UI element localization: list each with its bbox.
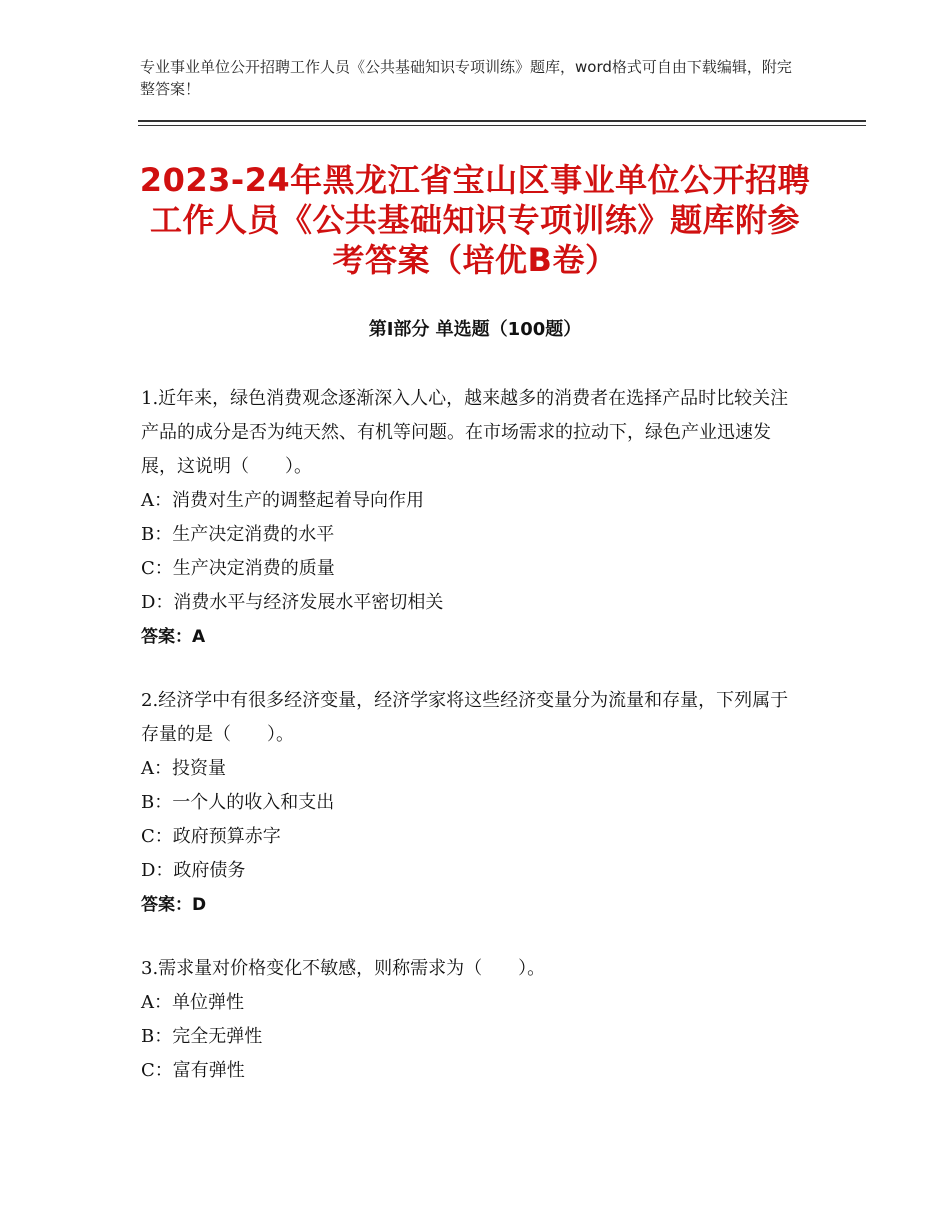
question-3 <box>141 952 801 1088</box>
question-1 <box>141 382 801 654</box>
option-b: B：生产决定消费的水平 <box>141 524 335 545</box>
option-d: D：消费水平与经济发展水平密切相关 <box>141 592 444 613</box>
answer-line: 答案：D <box>141 895 207 915</box>
option-b: B：一个人的收入和支出 <box>141 792 335 813</box>
question-stem: 3.需求量对价格变化不敏感，则称需求为（ ）。 <box>141 958 546 979</box>
question-2 <box>141 684 801 922</box>
header-note: 专业事业单位公开招聘工作人员《公共基础知识专项训练》题库，word格式可自由下载编辑，附完整答案！ <box>140 58 792 98</box>
option-c: C：生产决定消费的质量 <box>141 558 335 579</box>
option-a: A：单位弹性 <box>141 992 244 1013</box>
option-a: A：投资量 <box>141 758 226 779</box>
option-d: D：政府债务 <box>141 860 246 881</box>
option-b: B：完全无弹性 <box>141 1026 263 1047</box>
option-c: C：政府预算赤字 <box>141 826 281 847</box>
question-stem: 1.近年来，绿色消费观念逐渐深入人心，越来越多的消费者在选择产品时比较关注产品的成分是否为纯天然、有机等问题。在市场需求的拉动下，绿色产业迅速发展，这说明（ ）。 <box>141 388 789 477</box>
option-c: C：富有弹性 <box>141 1060 245 1081</box>
header-rule-thin <box>138 125 866 126</box>
question-list <box>141 382 801 1118</box>
document-title: 2023-24年黑龙江省宝山区事业单位公开招聘工作人员《公共基础知识专项训练》题库附参考答案（培优B卷） <box>139 161 811 279</box>
header-rule-thick <box>138 120 866 122</box>
section-heading: 第Ⅰ部分 单选题（100题） <box>368 319 582 340</box>
option-a: A：消费对生产的调整起着导向作用 <box>141 490 424 511</box>
answer-line: 答案：A <box>141 627 206 647</box>
question-stem: 2.经济学中有很多经济变量，经济学家将这些经济变量分为流量和存量，下列属于存量的是（ ）。 <box>141 690 789 745</box>
